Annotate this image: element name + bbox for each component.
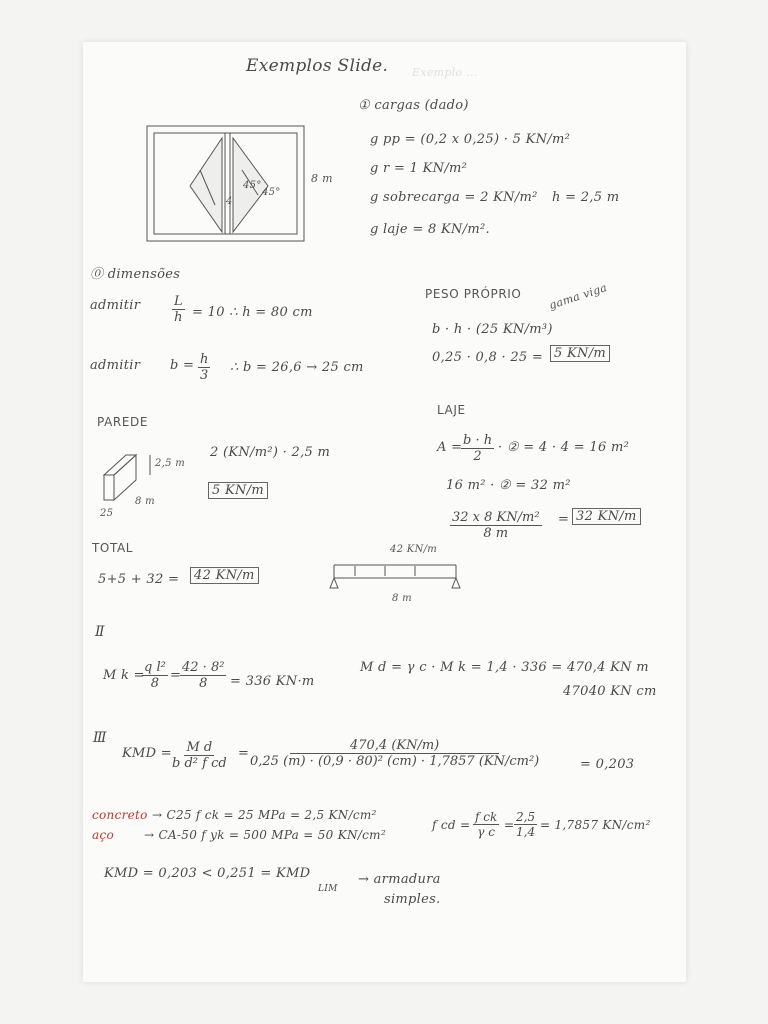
sec1-glaje: g laje = 8 KN/m². [370, 222, 490, 237]
sec3-big-den: 0,25 (m) · (0,9 · 80)² (cm) · 1,7857 (KN/cm²) [250, 754, 540, 769]
laje-load-num: 32 x 8 KN/m² [452, 510, 540, 525]
sec1-gsob: g sobrecarga = 2 KN/m² [370, 190, 538, 205]
sec1-heading: ① cargas (dado) [358, 98, 469, 113]
sec2-f1-num: q l² [144, 660, 166, 675]
sec3-kmd-fraction [172, 740, 227, 771]
parede-dim-width: 8 m [135, 496, 155, 507]
parede-dim-height: 2,5 m [155, 458, 186, 469]
dims-frac-den: h [174, 310, 183, 325]
dims-h-result: = 10 ∴ h = 80 cm [192, 305, 313, 320]
sec2-f2-den: 8 [199, 676, 208, 691]
peso-heading: PESO PRÓPRIO [425, 287, 522, 301]
sec3-eq: = [238, 746, 250, 761]
peso-result: 5 KN/m [550, 345, 610, 362]
fcd-den: γ c [477, 825, 495, 839]
dims-admitir-2: admitir [90, 358, 141, 373]
beam-load-label: 42 KN/m [390, 544, 438, 555]
fcd-label: f cd = [432, 818, 471, 832]
sec2-md-cm: 47040 KN cm [563, 684, 657, 699]
sec2-heading: Ⅱ [95, 624, 105, 640]
fcd-fraction-2 [514, 810, 537, 839]
total-heading: TOTAL [92, 541, 134, 555]
plan-side-label: 4 [226, 196, 233, 207]
sec2-md: M d = γ c · M k = 1,4 · 336 = 470,4 KN m [360, 660, 649, 675]
sec3-result: = 0,203 [580, 757, 635, 772]
final-kmd-comparison: KMD = 0,203 < 0,251 = KMD [104, 866, 311, 881]
plan-dimension: 8 m [311, 172, 333, 185]
fcd-result: = 1,7857 KN/cm² [540, 818, 651, 832]
sec2-fraction-2 [180, 660, 226, 691]
fcd-num2: 2,5 [516, 810, 536, 824]
dims-admitir-1: admitir [90, 298, 141, 313]
sec1-gpp: g pp = (0,2 x 0,25) · 5 KN/m² [370, 132, 571, 147]
page-title: Exemplos Slide. [246, 56, 389, 76]
sec1-h: h = 2,5 m [552, 190, 620, 205]
dims-b-label: b = [170, 358, 195, 373]
dims-b-den: 3 [200, 368, 209, 383]
sec3-f-num: M d [186, 740, 213, 755]
sec3-f-den: b d² f cd [172, 756, 227, 771]
peso-note: gama viga [547, 281, 609, 312]
total-result: 42 KN/m [190, 567, 259, 584]
laje-heading: LAJE [437, 403, 466, 417]
parede-result: 5 KN/m [208, 482, 268, 499]
sec2-fraction-1 [142, 660, 168, 691]
laje-area-result: · ② = 4 · 4 = 16 m² [498, 440, 630, 455]
dims-frac-num: L [174, 294, 183, 309]
final-kmd-sub: LIM [318, 884, 338, 894]
parede-heading: PAREDE [97, 415, 149, 429]
parede-expression: 2 (KN/m²) · 2,5 m [210, 445, 331, 460]
fcd-num: f ck [475, 810, 498, 824]
laje-line-2: 16 m² · ② = 32 m² [446, 478, 571, 493]
fcd-den2: 1,4 [516, 825, 536, 839]
peso-line-2: 0,25 · 0,8 · 25 = [432, 350, 544, 365]
sec3-big-fraction [250, 738, 539, 769]
laje-result: 32 KN/m [572, 508, 641, 525]
sec3-big-num: 470,4 (KN/m) [290, 738, 499, 754]
sec2-eq: = [170, 668, 182, 683]
sec2-mk-label: M k = [103, 668, 145, 683]
dims-b-result: ∴ b = 26,6 → 25 cm [230, 360, 364, 375]
dims-heading: ⓪ dimensões [90, 267, 181, 282]
title-scribble: Exemplo ... [412, 66, 478, 79]
beam-span-label: 8 m [392, 593, 412, 604]
material-concreto: concreto [92, 808, 148, 822]
sec3-kmd-label: KMD = [122, 746, 172, 761]
sec2-f1-den: 8 [150, 676, 160, 691]
sec1-gr: g r = 1 KN/m² [370, 161, 468, 176]
final-arrow-text: → armadura [358, 872, 441, 887]
fcd-eq: = [504, 818, 515, 832]
sec3-heading: Ⅲ [93, 730, 107, 746]
dims-b-num: h [200, 352, 209, 367]
parede-dim-thickness: 25 [100, 508, 114, 519]
peso-line-1: b · h · (25 KN/m³) [432, 322, 553, 337]
final-arrow-text-2: simples. [384, 892, 441, 907]
plan-angle-1: 45° [243, 180, 262, 191]
material-c25: → C25 f ck = 25 MPa = 2,5 KN/cm² [152, 808, 377, 822]
laje-area-num: b · h [463, 433, 493, 448]
laje-area-den: 2 [473, 449, 482, 464]
laje-load-den: 8 m [483, 526, 509, 541]
fcd-fraction-1 [473, 810, 499, 839]
total-expression: 5+5 + 32 = [98, 572, 180, 587]
material-aco: aço [92, 828, 114, 842]
sec2-f2-num: 42 · 8² [182, 660, 225, 675]
laje-area-label: A = [437, 440, 463, 455]
plan-angle-2: 45° [262, 187, 281, 198]
material-ca50: → CA-50 f yk = 500 MPa = 50 KN/cm² [144, 828, 386, 842]
sec2-mk-result: = 336 KN·m [230, 674, 315, 689]
laje-load-eq: = [558, 512, 570, 527]
